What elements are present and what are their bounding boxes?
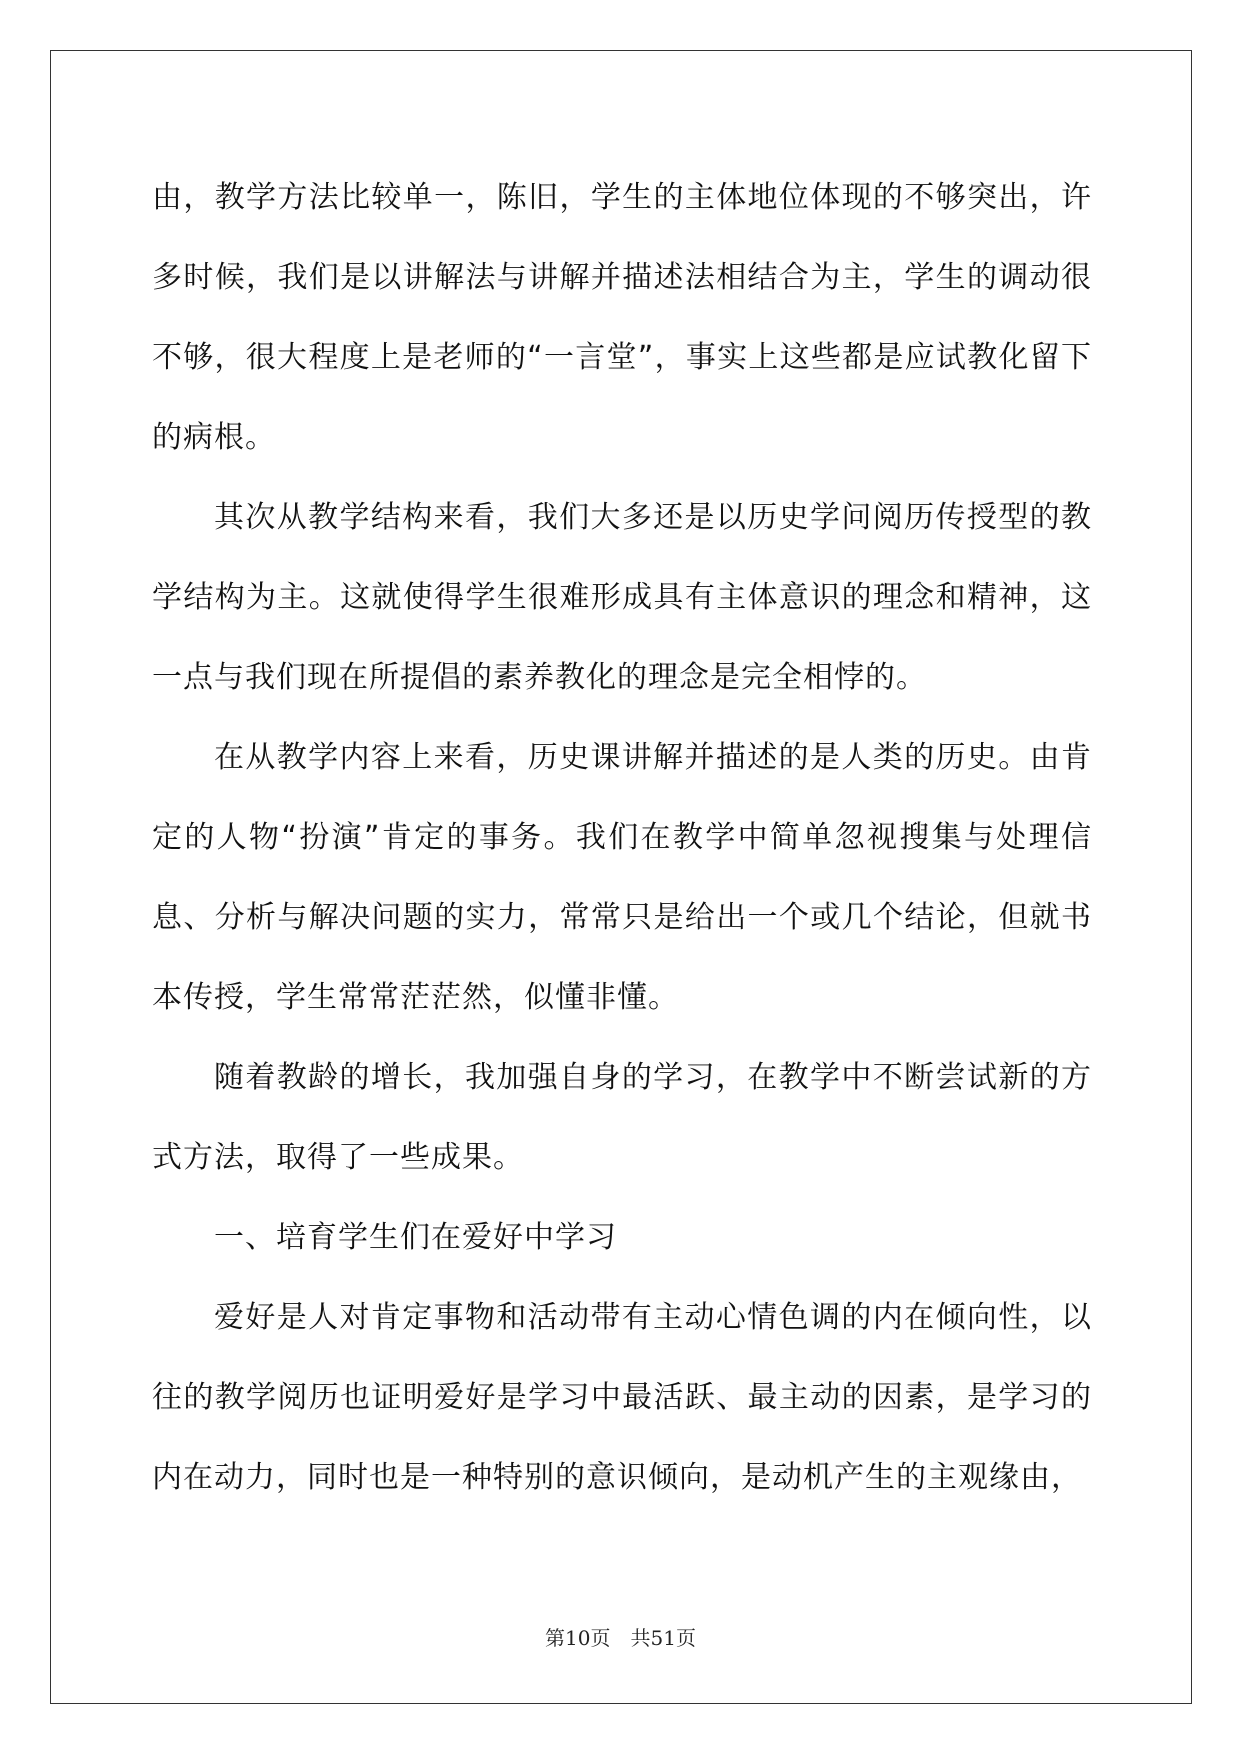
paragraph-3: 在从教学内容上来看，历史课讲解并描述的是人类的历史。由肯定的人物“扮演”肯定的事务。我们在教学中简单忽视搜集与处理信息、分析与解决问题的实力，常常只是给出一个或几个结论，但就书本传授，学生常常茫茫然，似懂非懂。 (152, 740, 1092, 1015)
section-heading: 一、培育学生们在爱好中学习 (214, 1220, 617, 1255)
document-body (152, 158, 1092, 1518)
total-page-count: 共51页 (630, 1626, 696, 1650)
page-footer (0, 1622, 1241, 1651)
paragraph-4: 随着教龄的增长，我加强自身的学习，在教学中不断尝试新的方式方法，取得了一些成果。 (152, 1060, 1092, 1175)
paragraph-1: 由，教学方法比较单一，陈旧，学生的主体地位体现的不够突出，许多时候，我们是以讲解法与讲解并描述法相结合为主，学生的调动很不够，很大程度上是老师的“一言堂”，事实上这些都是应试教化留下的病根。 (152, 180, 1092, 455)
paragraph-5: 爱好是人对肯定事物和活动带有主动心情色调的内在倾向性，以往的教学阅历也证明爱好是学习中最活跃、最主动的因素，是学习的内在动力，同时也是一种特别的意识倾向，是动机产生的主观缘由， (152, 1300, 1092, 1495)
paragraph-2: 其次从教学结构来看，我们大多还是以历史学问阅历传授型的教学结构为主。这就使得学生很难形成具有主体意识的理念和精神，这一点与我们现在所提倡的素养教化的理念是完全相悖的。 (152, 500, 1092, 695)
current-page-number: 第10页 (545, 1626, 611, 1650)
